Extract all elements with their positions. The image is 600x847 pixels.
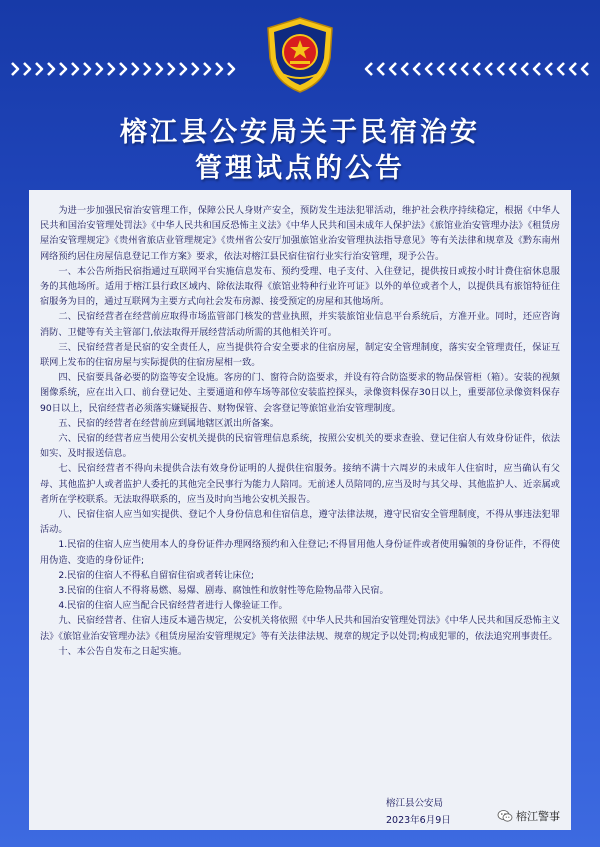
notice-title-line1: 榕江县公安局关于民宿治安 bbox=[120, 117, 480, 148]
wechat-watermark bbox=[497, 808, 560, 824]
paragraph-8-item-4: 4.民宿的住宿人应当配合民宿经营者进行人像验证工作。 bbox=[58, 600, 288, 612]
notice-title-line2: 管理试点的公告 bbox=[195, 153, 405, 184]
paragraph-5: 五、民宿的经营者在经营前应到属地辖区派出所备案。 bbox=[58, 417, 279, 429]
paragraph-9: 九、民宿经营者、住宿人违反本通告规定，公安机关将依照《中华人民共和国治安管理处罚法》《中华人民共和国反恐怖主义法》《旅馆业治安管理办法》《租赁房屋治安管理规定》等有关法律法规、规章的规定予以处罚;构成犯罪的，依法追究刑事责任。 bbox=[40, 615, 560, 642]
wechat-icon bbox=[497, 808, 513, 824]
left-chevron-decoration bbox=[10, 62, 236, 76]
paragraph-2: 二、民宿经营者在经营前应取得市场监管部门核发的营业执照，并实装旅馆业信息平台系统后，方准开业。同时，还应咨询消防、卫健等有关主管部门,依法取得开展经营活动所需的其他相关许可。 bbox=[40, 311, 560, 338]
paragraph-8-item-2: 2.民宿的住宿人不得私自留宿住宿或者转让床位; bbox=[58, 569, 255, 581]
police-emblem-icon bbox=[262, 16, 338, 94]
notice-body bbox=[40, 203, 560, 659]
signature-org: 榕江县公安局 bbox=[386, 798, 444, 809]
paragraph-8-item-1: 1.民宿的住宿人应当使用本人的身份证件办理网络预约和入住登记;不得冒用他人身份证件或者使用骗领的身份证件，不得使用伪造、变造的身份证件; bbox=[40, 539, 560, 566]
paragraph-1: 一、本公告所指民宿指通过互联网平台实施信息发布、预约受理、电子支付、入住登记，提供按日或按小时计费住宿休息服务的其他场所。适用于榕江县行政区域内、除依法取得《旅馆业特种行业许可证》以外的单位或者个人，以提供具有旅馆特征住宿服务为目的，通过互联网为主要方式向社会发布房源、接受预定的房屋和其他场所。 bbox=[40, 265, 560, 308]
paragraph-8: 八、民宿住宿人应当如实提供、登记个人身份信息和住宿信息，遵守法律法规，遵守民宿安全管理制度，不得从事违法犯罪活动。 bbox=[40, 509, 560, 536]
watermark-text: 榕江警事 bbox=[516, 810, 560, 823]
signature-date: 2023年6月9日 bbox=[386, 815, 451, 826]
paragraph-4: 四、民宿要具备必要的防盗等安全设施。客房的门、窗符合防盗要求，并设有符合防盗要求的物品保管柜（箱）。安装的视频图像系统，应在出入口、前台登记处、主要通道和停车场等部位安装监控探头，录像资料保存30日以上，重要部位录像资料保存90日以上，民宿经营者必须落实嫌疑报告、财物保管、会客登记等旅馆业治安管理制度。 bbox=[40, 372, 560, 414]
paragraph-10: 十、本公告自发布之日起实施。 bbox=[58, 645, 188, 657]
paragraph-8-item-3: 3.民宿的住宿人不得将易燃、易爆、剧毒、腐蚀性和放射性等危险物品带入民宿。 bbox=[58, 585, 389, 597]
paragraph-7: 七、民宿经营者不得向未提供合法有效身份证明的人提供住宿服务。接纳不满十六周岁的未成年人住宿时，应当确认有父母、其他监护人或者监护人委托的其他完全民事行为能力人陪同。无前述人员陪同的,应当及时与其父母、其他监护人、近亲属或者所在学校联系。无法取得联系的，应当及时向当地公安机关报告。 bbox=[40, 463, 560, 505]
paragraph-6: 六、民宿的经营者应当使用公安机关提供的民宿管理信息系统，按照公安机关的要求查验、登记住宿人有效身份证件，依法如实、及时报送信息。 bbox=[40, 433, 560, 460]
right-chevron-decoration bbox=[364, 62, 590, 76]
paragraph-3: 三、民宿经营者是民宿的安全责任人，应当提供符合安全要求的住宿房屋，制定安全管理制度，落实安全管理责任，保证互联网上发布的住宿房屋与实际提供的住宿房屋相一致。 bbox=[40, 341, 560, 369]
paragraph-intro: 为进一步加强民宿治安管理工作，保障公民人身财产安全，预防发生违法犯罪活动，维护社会秩序持续稳定，根据《中华人民共和国治安管理处罚法》《中华人民共和国反恐怖主义法》《中华人民共和国未成年人保护法》《旅馆业治安管理办法》《租赁房屋治安管理规定》《贵州省旅店业管理规定》《贵州省公安厅加强旅馆业治安管理执法指导意见》等有关法律和规章及《黔东南州网络预约居住房屋信息登记工作方案》要求，依法对榕江县民宿住宿行业实行治安管理，现予公告。 bbox=[40, 205, 560, 262]
